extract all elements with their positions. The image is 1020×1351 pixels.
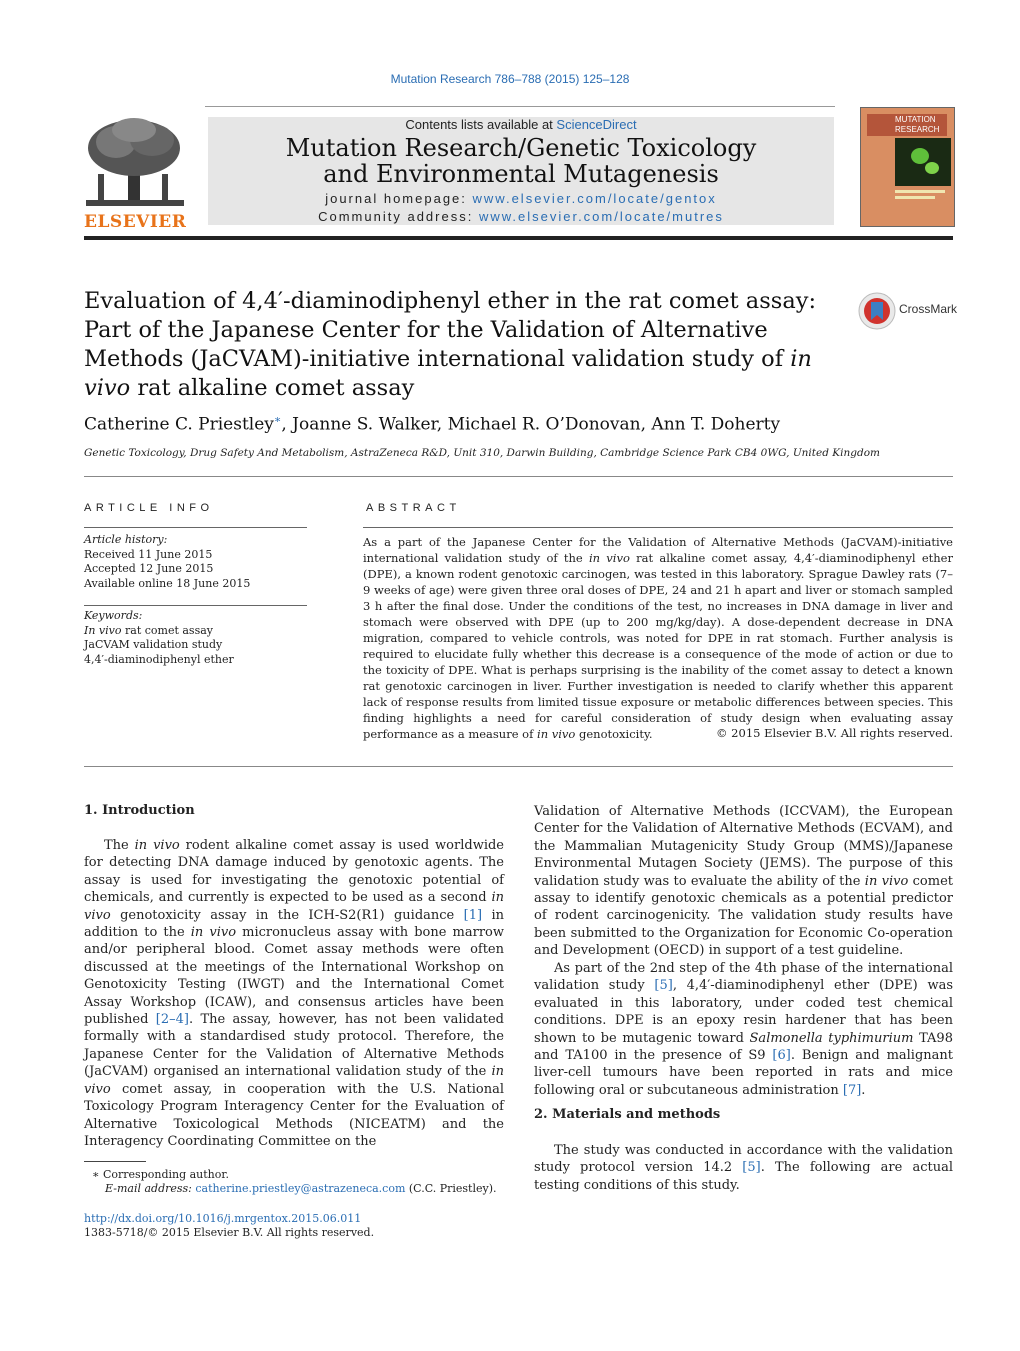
reference-link[interactable]: [7] <box>842 1082 862 1098</box>
methods-paragraph <box>534 1142 953 1194</box>
reference-link[interactable]: [6] <box>772 1048 791 1064</box>
introduction-paragraph-continued <box>534 803 953 960</box>
text-italic: Salmonella typhimurium <box>749 1030 914 1046</box>
footnote-text: Corresponding author. <box>99 1168 229 1181</box>
author-name: Catherine C. Priestley <box>84 414 274 435</box>
abstract-span: rat alkaline comet assay, 4,4′-diaminodiphenyl ether (DPE), a known rodent genotoxic carcinogen, was tested in this laboratory. Sprague Dawley rats (7–9 weeks of age) were given three oral doses of DPE, 24 and 21 h apart and liver or stomach sampled 3 h after the final dose. Under the conditions of the test, no increases in DNA damage in liver and stomach were observed with DPE (up to 200 mg/kg/day). A dose-dependent decrease in DNA migration, compared to vehicle controls, was noted for DPE in rat stomach. Further analysis is required to elucidate fully whether this decrease is a consequence of the mode of action or due to the toxicity of DPE. What is perhaps surprising is the inability of the comet assay to detect a known rat genotoxic carcinogen in liver. Further investigation is needed to clarify whether this apparent lack of response results from limited tissue exposure or metabolic differences between species. This finding highlights a need for careful consideration of study design when evaluating assay performance as a measure of <box>363 551 953 741</box>
text-span: . The following are actual testing conditions of this study. <box>534 1160 953 1193</box>
text-italic: in vivo <box>190 925 237 941</box>
contents-prefix: Contents lists available at <box>405 117 557 132</box>
keyword-italic: In vivo <box>84 623 122 637</box>
text-span: As part of the 2nd step of the 4th phase of the international validation study <box>534 961 953 994</box>
received-date: Received 11 June 2015 <box>84 547 213 561</box>
text-span: rodent alkaline comet assay is used worldwide for detecting DNA damage induced by genotoxic agents. The assay is used for investigating the genotoxic potential of chemicals, and currently is expected to be used as a second <box>84 838 504 906</box>
abstract-rule <box>363 527 953 528</box>
header-top-rule <box>205 106 835 107</box>
journal-title: Mutation Research/Genetic Toxicology and Environmental Mutagenesis <box>285 134 757 188</box>
text-span: in addition to the <box>84 907 504 941</box>
footnote-rule <box>84 1161 146 1162</box>
journal-cover[interactable] <box>860 107 955 227</box>
body-rule <box>84 766 953 767</box>
accepted-date: Accepted 12 June 2015 <box>84 562 214 575</box>
journal-homepage-line <box>208 190 834 208</box>
reference-link[interactable]: [5] <box>654 978 673 994</box>
homepage-label: journal homepage: <box>325 191 473 206</box>
author-list <box>84 413 884 435</box>
community-link[interactable]: www.elsevier.com/locate/mutres <box>478 209 724 224</box>
corresponding-author-note <box>92 1168 512 1182</box>
introduction-heading: 1. Introduction <box>84 803 195 818</box>
abstract-text <box>363 534 953 742</box>
history-label: Article history: <box>84 533 168 546</box>
elsevier-logo[interactable] <box>84 116 187 232</box>
abstract-copyright: © 2015 Elsevier B.V. All rights reserved. <box>716 726 953 740</box>
crossmark-icon <box>858 292 896 330</box>
keyword-item: JaCVAM validation study <box>84 638 223 651</box>
doi-text[interactable]: http://dx.doi.org/10.1016/j.mrgentox.2015.06.011 <box>84 1212 362 1225</box>
abstract-span: As a part of the Japanese Center for the Validation of Alternative Methods (JaCVAM)-initiative international validation study of the <box>363 535 953 565</box>
email-note <box>105 1182 525 1196</box>
keyword-item: 4,4′-diaminodiphenyl ether <box>84 652 234 666</box>
cover-title-line2: RESEARCH <box>895 125 940 134</box>
community-address-line <box>208 208 834 226</box>
community-label: Community address: <box>318 209 479 224</box>
title-text-italic: in vivo <box>84 346 812 401</box>
keyword-item <box>84 624 307 639</box>
text-span: , 4,4′-diaminodiphenyl ether (DPE) was evaluated in this laboratory, under coded test chemical conditions. DPE is an epoxy resin hardener that has been shown to be mutagenic toward <box>534 978 953 1046</box>
keywords <box>84 609 307 667</box>
abstract-italic: in vivo <box>588 551 630 565</box>
article-info-rule <box>84 527 307 528</box>
sciencedirect-link[interactable]: ScienceDirect <box>556 117 637 132</box>
cover-title-line1: MUTATION <box>895 115 936 124</box>
text-span: comet assay to identify genotoxic chemicals as a potential predictor of rodent carcinogenicity. The validation study results have been submitted to the Organization for Economic Co-operation and Development (OECD) in support of a test guideline. <box>534 873 953 959</box>
methods-heading: 2. Materials and methods <box>534 1107 721 1122</box>
text-italic: in vivo <box>864 873 909 889</box>
email-suffix: (C.C. Priestley). <box>405 1182 497 1195</box>
contents-line <box>208 117 834 133</box>
keywords-rule <box>84 605 307 606</box>
author-names-rest: , Joanne S. Walker, Michael R. O’Donovan, Ann T. Doherty <box>281 414 781 435</box>
title-text-1: Evaluation of 4,4′-diaminodiphenyl ether in the rat comet assay: Part of the Japanese Center for the Validation of Alternative Methods (JaCVAM)-initiative international validation study of <box>84 288 817 372</box>
footnote-mark: ∗ <box>92 1168 100 1181</box>
keyword-rest: rat comet assay <box>121 623 213 637</box>
abstract-span: genotoxicity. <box>575 727 653 741</box>
affiliation: Genetic Toxicology, Drug Safety And Metabolism, AstraZeneca R&D, Unit 310, Darwin Building, Cambridge Science Park CB4 0WG, United Kingdom <box>84 447 880 459</box>
homepage-link[interactable]: www.elsevier.com/locate/gentox <box>472 191 717 206</box>
text-italic: in vivo <box>84 1064 504 1097</box>
elsevier-tree-icon <box>84 116 186 208</box>
keywords-label: Keywords: <box>84 609 143 622</box>
email-label: E-mail address: <box>105 1182 196 1195</box>
title-text-2: rat alkaline comet assay <box>130 375 415 401</box>
text-span: . <box>861 1082 866 1098</box>
text-span: The study was conducted in accordance with the validation study protocol version 14.2 <box>534 1143 953 1176</box>
journal-citation[interactable]: Mutation Research 786–788 (2015) 125–128 <box>390 72 630 86</box>
cover-image <box>895 138 951 186</box>
section-rule <box>84 476 953 477</box>
abstract-italic: in vivo <box>537 727 576 741</box>
email-link[interactable]: catherine.priestley@astrazeneca.com <box>195 1182 406 1195</box>
article-info-heading: ARTICLE INFO <box>84 502 214 514</box>
abstract-heading: ABSTRACT <box>366 502 461 514</box>
reference-link[interactable]: [2–4] <box>155 1012 189 1028</box>
doi-link[interactable] <box>84 1212 504 1226</box>
text-span: genotoxicity assay in the ICH-S2(R1) guidance <box>110 907 464 923</box>
text-span: . The assay, however, has not been validated formally with a standardised study protocol. Therefore, the Japanese Center for the Validation of Alternative Methods (JaCVAM) organised an international validation study of the <box>84 1012 504 1080</box>
text-span: The <box>104 838 135 853</box>
text-span: comet assay, in cooperation with the U.S. National Toxicology Program Interagency Center for the Evaluation of Alternative Toxicological Methods (NICEATM) and the Interagency Coordinating Committee on the <box>84 1081 504 1149</box>
text-span: Validation of Alternative Methods (ICCVAM), the European Center for the Validation of Alternative Methods (ECVAM), and the Mammalian Mutagenicity Study Group (MMS)/Japanese Environmental Mutagen Society (JEMS). The purpose of this validation study was to evaluate the ability of the <box>534 804 953 889</box>
reference-link[interactable]: [5] <box>742 1160 761 1176</box>
text-span: micronucleus assay with bone marrow and/or peripheral blood. Comet assay methods were often discussed at the meetings of the International Workshop on Genotoxicity Testing (IWGT) and the International Comet Assay Workshop (ICAW), and consensus articles have been published <box>84 925 504 1028</box>
article-history <box>84 533 307 591</box>
journal-header <box>208 117 834 225</box>
crossmark-button[interactable] <box>858 292 958 330</box>
online-date: Available online 18 June 2015 <box>84 576 251 590</box>
issn-line: 1383-5718/© 2015 Elsevier B.V. All rights reserved. <box>84 1226 375 1239</box>
article-title <box>84 287 834 403</box>
reference-link[interactable]: [1] <box>463 907 483 923</box>
introduction-paragraph <box>84 837 504 1150</box>
header-bottom-rule <box>84 236 953 240</box>
text-italic: in vivo <box>134 838 180 853</box>
crossmark-label: CrossMark <box>899 302 958 316</box>
text-span: . Benign and malignant liver-cell tumours have been reported in rats and mice following oral or subcutaneous administration <box>534 1048 953 1098</box>
text-italic: in vivo <box>84 890 504 923</box>
text-span: TA98 and TA100 in the presence of S9 <box>534 1030 953 1064</box>
elsevier-wordmark: ELSEVIER <box>84 212 187 232</box>
corresponding-author-mark[interactable]: ∗ <box>273 413 282 426</box>
introduction-paragraph <box>534 960 953 1099</box>
